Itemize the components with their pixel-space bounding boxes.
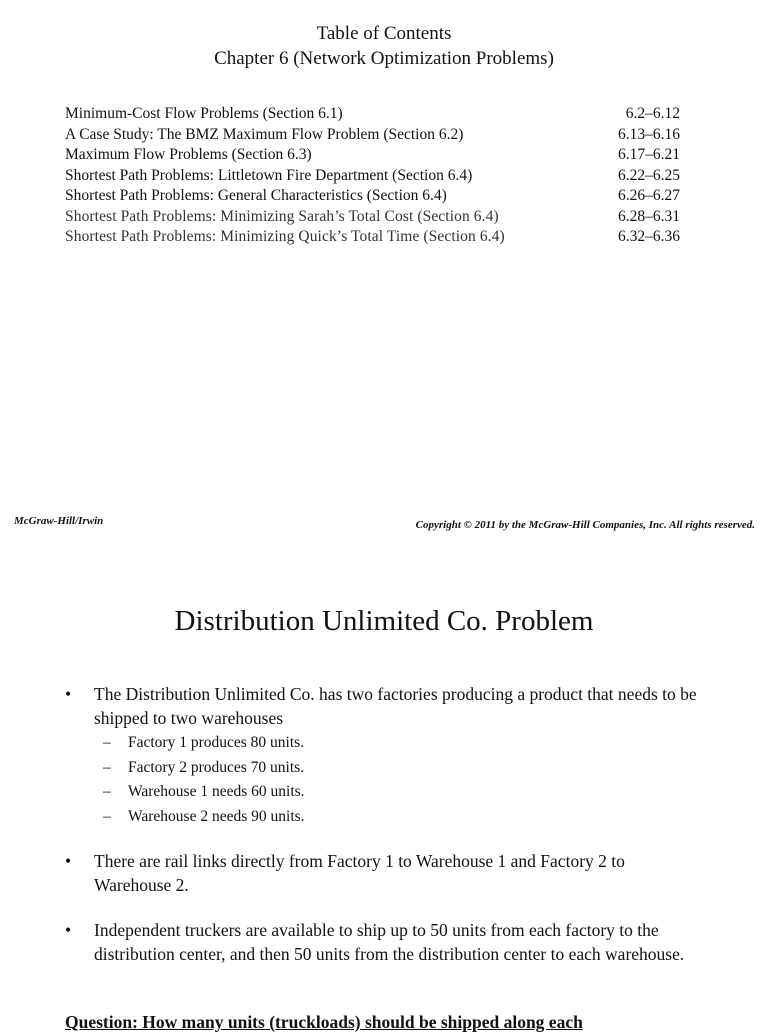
sub-bullet-item [103, 731, 305, 756]
bullet-item [65, 850, 705, 897]
bullet-text: There are rail links directly from Factory 1 to Warehouse 1 and Factory 2 to Warehouse 2. [94, 851, 625, 895]
sub-bullet-marker: – [103, 783, 111, 800]
sub-bullet-text: Warehouse 2 needs 90 units. [128, 807, 305, 825]
toc-entry [65, 145, 680, 166]
toc-entry [65, 186, 680, 207]
toc-title: Table of Contents [316, 23, 452, 44]
bullet-text: The Distribution Unlimited Co. has two factories producing a product that needs to be shipped to two warehouses [94, 684, 697, 728]
toc-entry [65, 104, 680, 125]
sub-bullet-text: Warehouse 1 needs 60 units. [128, 783, 305, 800]
toc-entry-pages: 6.26–6.27 [618, 187, 680, 204]
toc-entry [65, 125, 680, 146]
toc-entry-pages: 6.22–6.25 [618, 166, 680, 184]
toc-entry-pages: 6.28–6.31 [618, 207, 680, 225]
toc-entry-pages: 6.13–6.16 [618, 125, 680, 143]
toc-entry-label: Maximum Flow Problems (Section 6.3) [65, 146, 312, 163]
bullet-text: Independent truckers are available to ship up to 50 units from each factory to the distribution center, and then 50 units from the distribution center to each warehouse. [94, 920, 685, 964]
bullet-marker: • [65, 684, 72, 704]
bullet-item [65, 683, 705, 730]
sub-bullet-marker: – [103, 807, 111, 825]
sub-bullet-text: Factory 1 produces 80 units. [128, 734, 305, 751]
toc-entry-label: Shortest Path Problems: General Characteristics (Section 6.4) [65, 187, 447, 204]
sub-bullet-list [103, 731, 305, 829]
footer-publisher: McGraw-Hill/Irwin [14, 515, 104, 527]
toc-entry-label: Shortest Path Problems: Minimizing Sarah’s Total Cost (Section 6.4) [65, 207, 499, 225]
toc-entry-pages: 6.17–6.21 [618, 146, 680, 163]
toc-entry-label: Shortest Path Problems: Minimizing Quick’s Total Time (Section 6.4) [65, 228, 505, 245]
footer-copyright: Copyright © 2011 by the McGraw-Hill Companies, Inc. All rights reserved. [415, 519, 755, 531]
slide-title: Distribution Unlimited Co. Problem [174, 605, 594, 637]
sub-bullet-item [103, 780, 305, 805]
sub-bullet-marker: – [103, 734, 111, 751]
bullet-marker: • [65, 851, 72, 871]
toc-list [65, 104, 680, 248]
sub-bullet-item [103, 756, 305, 781]
sub-bullet-text: Factory 2 produces 70 units. [128, 758, 305, 776]
toc-entry-pages: 6.2–6.12 [625, 105, 680, 122]
toc-entry [65, 207, 680, 228]
bullet-item [65, 919, 705, 966]
toc-entry [65, 227, 680, 248]
toc-entry-label: Minimum-Cost Flow Problems (Section 6.1) [65, 105, 343, 122]
sub-bullet-marker: – [103, 758, 111, 776]
question-text: Question: How many units (truckloads) should be shipped along each [65, 1012, 583, 1032]
sub-bullet-item [103, 805, 305, 830]
toc-subtitle: Chapter 6 (Network Optimization Problems) [214, 48, 554, 69]
toc-entry [65, 166, 680, 187]
bullet-marker: • [65, 920, 72, 940]
toc-entry-pages: 6.32–6.36 [618, 228, 680, 245]
toc-entry-label: A Case Study: The BMZ Maximum Flow Problem (Section 6.2) [65, 125, 464, 143]
toc-entry-label: Shortest Path Problems: Littletown Fire Department (Section 6.4) [65, 166, 473, 184]
